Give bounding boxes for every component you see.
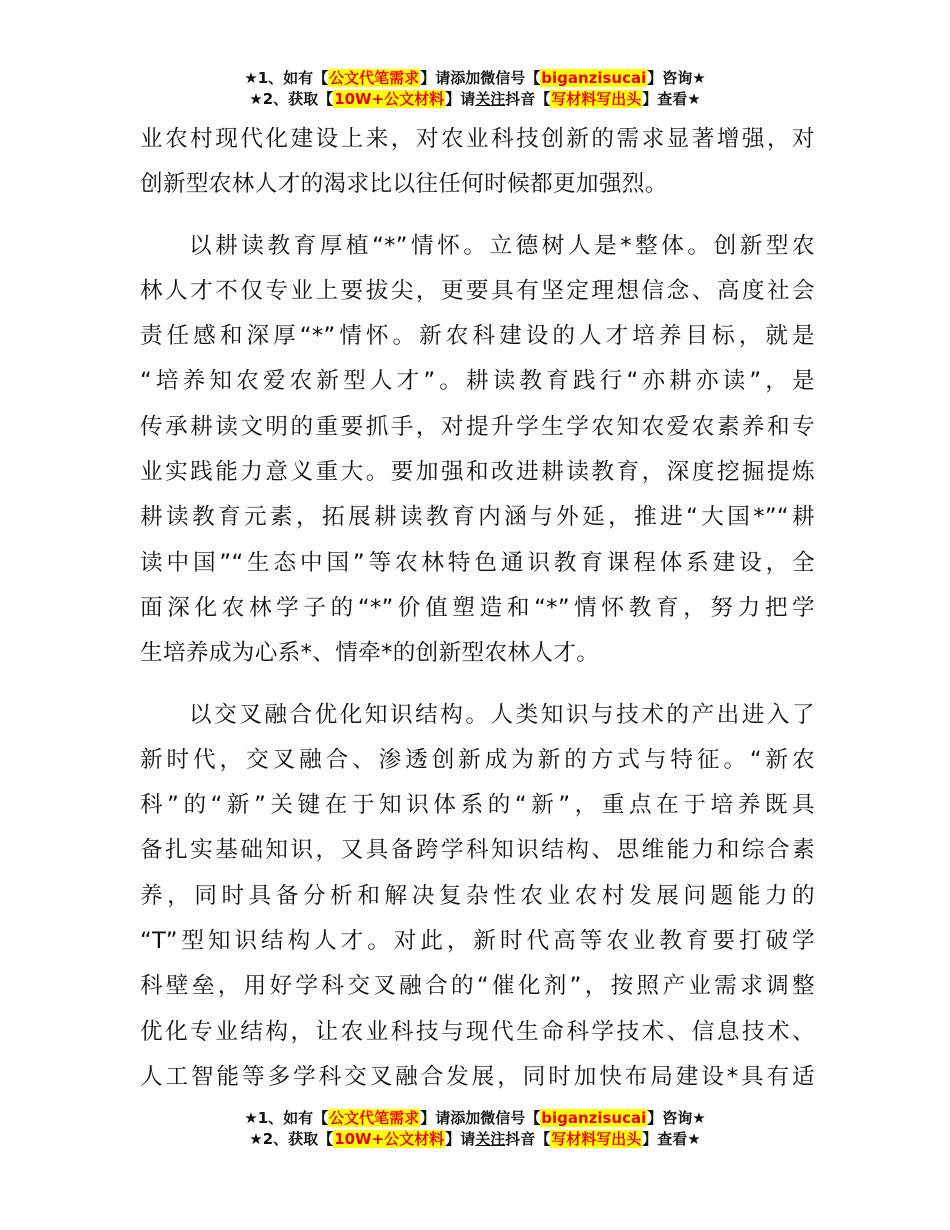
text-line: 传承耕读文明的重要抓手，对提升学生学农知农爱农素养和专 <box>140 413 815 440</box>
banner-text: 抖音【 <box>505 1130 551 1148</box>
text-line: 生培养成为心系*、情牵*的创新型农林人才。 <box>140 640 600 667</box>
text-line: 责任感和深厚“*”情怀。新农科建设的人才培养目标，就是 <box>140 323 815 350</box>
text-line: 新时代，交叉融合、渗透创新成为新的方式与特征。“新农 <box>140 746 815 773</box>
banner-text: 】请 <box>445 1130 476 1148</box>
text-line: 业实践能力意义重大。要加强和改进耕读教育，深度挖掘提炼 <box>140 459 815 486</box>
banner-text: 】查看★ <box>642 1130 701 1148</box>
text-line: 科”的“新”关键在于知识体系的“新”，重点在于培养既具 <box>140 792 815 819</box>
text-line: 以耕读教育厚植“*”情怀。立德树人是*整体。创新型农 <box>189 232 815 259</box>
banner-text: ★1、如有【 <box>244 1109 329 1127</box>
text-line: 备扎实基础知识，又具备跨学科知识结构、思维能力和综合素 <box>140 837 815 864</box>
banner-text: ★2、获取【 <box>249 90 334 108</box>
banner-line-2 <box>0 89 950 110</box>
text-line: 耕读教育元素，拓展耕读教育内涵与外延，推进“大国*”“耕 <box>140 504 815 531</box>
banner-text: 抖音【 <box>505 90 551 108</box>
document-body <box>140 117 815 1100</box>
text-line: 面深化农林学子的“*”价值塑造和“*”情怀教育，努力把学 <box>140 594 815 621</box>
paragraph-3 <box>140 693 815 1101</box>
banner-text: 】请添加微信号【 <box>420 69 541 87</box>
banner-line-2 <box>0 1129 950 1150</box>
banner-text: ★1、如有【 <box>244 69 329 87</box>
text-line: “T”型知识结构人才。对此，新时代高等农业教育要打破学 <box>140 928 815 955</box>
banner-text: 】请 <box>445 90 476 108</box>
wechat-id-highlight: biganzisucai <box>541 1109 647 1127</box>
text-line: 业农村现代化建设上来，对农业科技创新的需求显著增强，对 <box>140 126 815 152</box>
banner-text: ★2、获取【 <box>249 1130 334 1148</box>
text-line: 人工智能等多学科交叉融合发展，同时加快布局建设*具有适 <box>140 1063 815 1090</box>
banner-highlight: 写材料写出头 <box>551 90 642 108</box>
banner-text: 】请添加微信号【 <box>420 1109 541 1127</box>
footer-banner <box>0 1108 950 1150</box>
banner-underline: 关注 <box>475 1130 506 1148</box>
banner-text: 】咨询★ <box>647 69 706 87</box>
banner-underline: 关注 <box>475 90 506 108</box>
paragraph-1 <box>140 117 815 208</box>
banner-highlight: 写材料写出头 <box>551 1130 642 1148</box>
text-line: 林人才不仅专业上要拔尖，更要具有坚定理想信念、高度社会 <box>140 277 815 304</box>
text-line: 创新型农林人才的渴求比以往任何时候都更加强烈。 <box>140 171 668 198</box>
banner-text: 】咨询★ <box>647 1109 706 1127</box>
banner-highlight: 10W+公文材料 <box>334 90 445 108</box>
text-line: 以交叉融合优化知识结构。人类知识与技术的产出进入了 <box>189 701 815 728</box>
banner-highlight: 10W+公文材料 <box>334 1130 445 1148</box>
text-line: 科壁垒，用好学科交叉融合的“催化剂”，按照产业需求调整 <box>140 973 815 1000</box>
banner-line-1 <box>0 1108 950 1129</box>
paragraph-2 <box>140 224 815 677</box>
banner-highlight: 公文代笔需求 <box>329 69 420 87</box>
text-line: 养，同时具备分析和解决复杂性农业农村发展问题能力的 <box>140 882 815 909</box>
banner-highlight: 公文代笔需求 <box>329 1109 420 1127</box>
header-banner <box>0 68 950 110</box>
text-line: 读中国”“生态中国”等农林特色通识教育课程体系建设，全 <box>140 549 815 576</box>
wechat-id-highlight: biganzisucai <box>541 69 647 87</box>
banner-line-1 <box>0 68 950 89</box>
banner-text: 】查看★ <box>642 90 701 108</box>
text-line: 优化专业结构，让农业科技与现代生命科学技术、信息技术、 <box>140 1018 815 1045</box>
text-line: “培养知农爱农新型人才”。耕读教育践行“亦耕亦读”，是 <box>140 368 815 395</box>
